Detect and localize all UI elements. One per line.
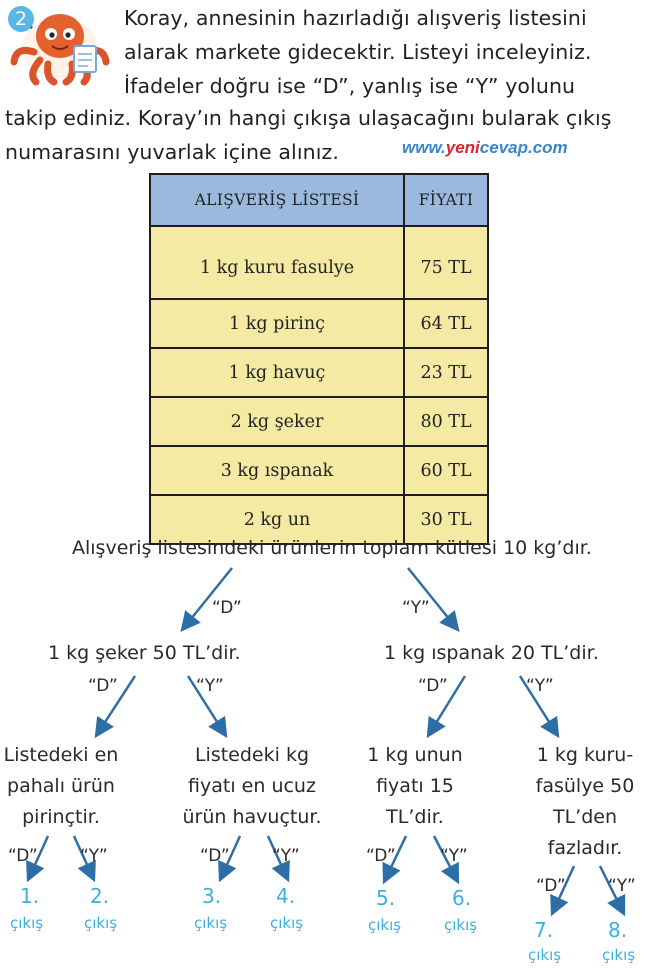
item-cell: 3 kg ıspanak (150, 446, 404, 495)
exit-number-7: 7. (534, 918, 554, 942)
label-d: “D” (418, 676, 448, 696)
label-d: “D” (88, 676, 118, 696)
label-y: “Y” (440, 846, 468, 866)
label-y: “Y” (196, 676, 224, 696)
exit-number-3: 3. (202, 884, 222, 908)
site-watermark: www.yenicevap.com (402, 138, 568, 157)
level2-statement-2: Listedeki kg fiyatı en ucuz ürün havuçtur. (182, 744, 322, 828)
label-y: “Y” (608, 876, 636, 896)
label-y: “Y” (526, 676, 554, 696)
exit-label-6: çıkış (444, 916, 478, 934)
level2-statement-1: Listedeki en pahalı ürün pirinçtir. (3, 744, 119, 828)
label-y: “Y” (272, 846, 300, 866)
question-number-badge: 2 (8, 6, 34, 32)
label-d: “D” (366, 846, 396, 866)
exit-label-3: çıkış (194, 914, 228, 932)
level2-statement-4: 1 kg kuru-fasülye 50 TL’den fazladır. (535, 744, 635, 859)
level2-statement-3: 1 kg unun fiyatı 15 TL’dir. (367, 744, 463, 828)
label-y: “Y” (80, 846, 108, 866)
exit-label-7: çıkış (528, 946, 562, 964)
root-statement: Alışveriş listesindeki ürünlerin toplam kütlesi 10 kg’dır. (72, 537, 592, 559)
exit-label-5: çıkış (368, 916, 402, 934)
exit-number-4: 4. (276, 884, 296, 908)
label-y: “Y” (402, 598, 430, 618)
column-header-price: FİYATI (404, 174, 488, 226)
price-cell: 30 TL (404, 495, 488, 544)
price-cell: 23 TL (404, 348, 488, 397)
price-cell: 60 TL (404, 446, 488, 495)
level1-statement-left: 1 kg şeker 50 TL’dir. (48, 642, 241, 664)
item-cell: 2 kg şeker (150, 397, 404, 446)
question-line-4: takip ediniz. Koray’ın hangi çıkışa ulaşacağını bularak çıkış (5, 106, 612, 130)
item-cell: 2 kg un (150, 495, 404, 544)
label-d: “D” (212, 598, 242, 618)
exit-number-2: 2. (90, 884, 110, 908)
exit-number-1: 1. (20, 884, 40, 908)
price-cell: 80 TL (404, 397, 488, 446)
question-line-2: alarak markete gidecektir. Listeyi inceleyiniz. (124, 40, 592, 64)
price-cell: 75 TL (404, 226, 488, 299)
question-line-3: İfadeler doğru ise “D”, yanlış ise “Y” yolunu (124, 74, 576, 98)
exit-label-2: çıkış (84, 914, 118, 932)
price-cell: 64 TL (404, 299, 488, 348)
exit-number-8: 8. (608, 918, 628, 942)
item-cell: 1 kg pirinç (150, 299, 404, 348)
exit-label-8: çıkış (602, 946, 636, 964)
question-line-1: Koray, annesinin hazırladığı alışveriş listesini (124, 6, 587, 30)
exit-number-5: 5. (376, 886, 396, 910)
label-d: “D” (536, 876, 566, 896)
exit-label-4: çıkış (270, 914, 304, 932)
label-d: “D” (8, 846, 38, 866)
column-header-item: ALIŞVERİŞ LİSTESİ (150, 174, 404, 226)
exit-number-6: 6. (452, 886, 472, 910)
item-cell: 1 kg kuru fasulye (150, 226, 404, 299)
label-d: “D” (200, 846, 230, 866)
exit-label-1: çıkış (10, 914, 44, 932)
level1-statement-right: 1 kg ıspanak 20 TL’dir. (384, 642, 599, 664)
item-cell: 1 kg havuç (150, 348, 404, 397)
question-line-5: numarasını yuvarlak içine alınız. (5, 140, 339, 164)
